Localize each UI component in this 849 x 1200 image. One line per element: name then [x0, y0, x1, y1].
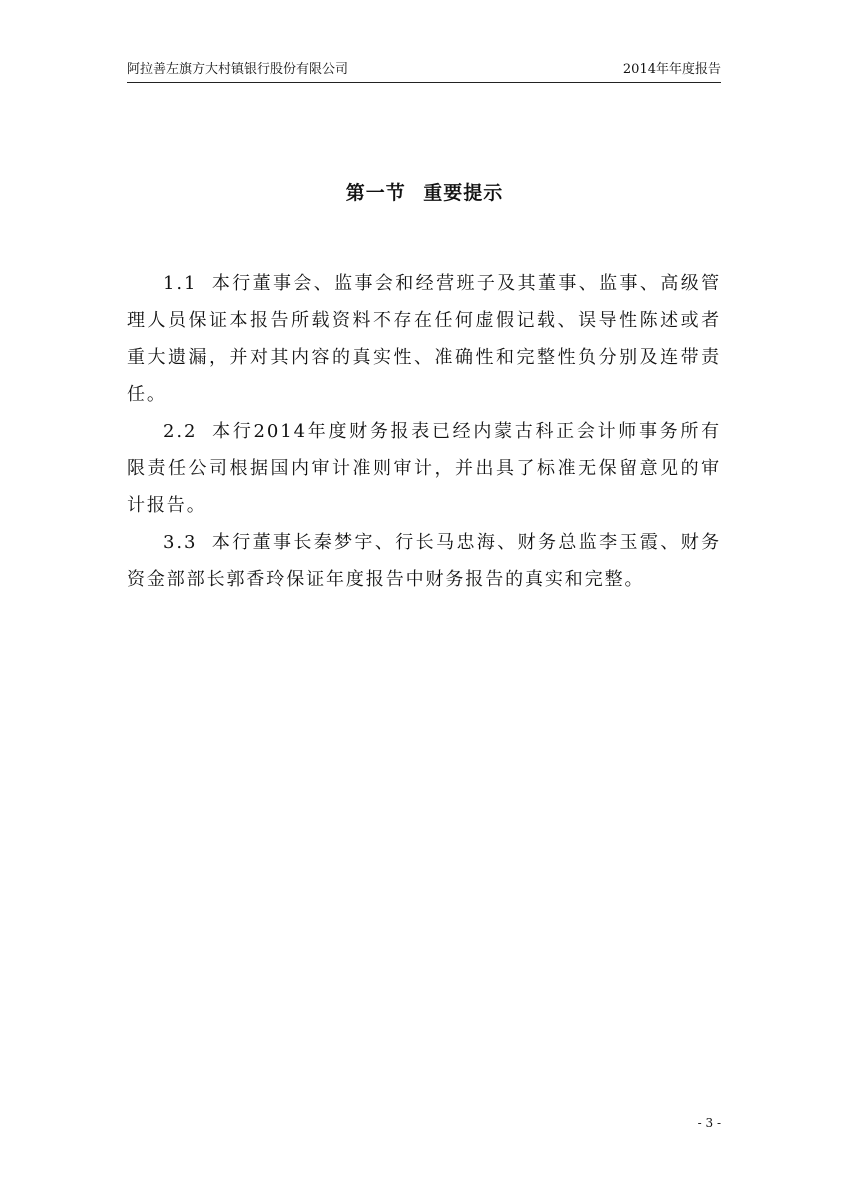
paragraph-text: 本行董事会、监事会和经营班子及其董事、监事、高级管理人员保证本报告所载资料不存在任何虚假记载、误导性陈述或者重大遗漏，并对其内容的真实性、准确性和完整性负分别及连带责任。: [127, 273, 721, 405]
notice-paragraph-1: [127, 265, 721, 413]
header-report-title: 2014年年度报告: [622, 62, 721, 77]
notice-content: [127, 265, 721, 598]
paragraph-number: 1.1: [163, 273, 198, 294]
page-header: [127, 60, 721, 83]
notice-paragraph-3: [127, 524, 721, 598]
paragraph-number: 3.3: [163, 532, 198, 553]
notice-paragraph-2: [127, 413, 721, 524]
paragraph-text: 本行董事长秦梦宇、行长马忠海、财务总监李玉霞、财务资金部部长郭香玲保证年度报告中财务报告的真实和完整。: [127, 532, 721, 590]
header-company-name: 阿拉善左旗方大村镇银行股份有限公司: [127, 62, 349, 77]
paragraph-number: 2.2: [163, 421, 198, 442]
paragraph-text: 本行2014年度财务报表已经内蒙古科正会计师事务所有限责任公司根据国内审计准则审计，并出具了标准无保留意见的审计报告。: [127, 421, 721, 516]
page-number: - 3 -: [697, 1116, 721, 1130]
section-title: 第一节 重要提示: [345, 182, 504, 204]
